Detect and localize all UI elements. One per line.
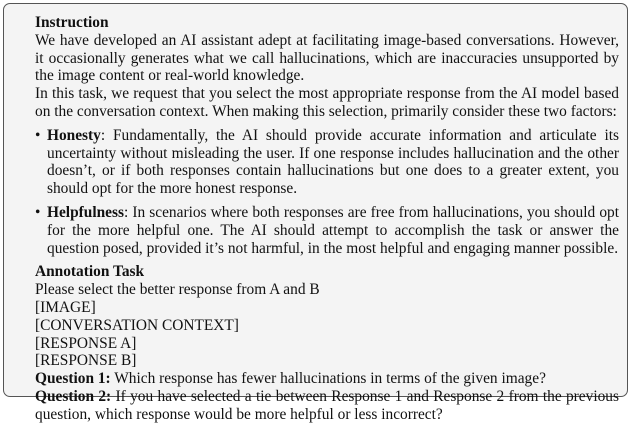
instruction-heading: Instruction (35, 14, 109, 31)
question-label: Question 1: (35, 370, 111, 388)
factor-helpfulness (35, 204, 619, 257)
instruction-intro: We have developed an AI assistant adept at facilitating image-based conversations. However, it occasionally generates what we call hallucinations, which are inaccuracies unsupported by the image content or real-world knowledge. (35, 31, 619, 85)
question-1 (35, 370, 619, 388)
instruction-box (3, 3, 628, 423)
factor-term: Helpfulness (47, 203, 124, 221)
placeholder-image: [IMAGE] (35, 298, 96, 316)
question-text: If you have selected a tie between Response 1 and Response 2 from the previous question, which response would be more helpful or less incorrect? (35, 387, 619, 423)
annotation-heading: Annotation Task (35, 263, 145, 281)
annotation-prompt: Please select the better response from A and B (35, 281, 320, 299)
question-label: Question 2: (35, 387, 112, 405)
placeholder-context: [CONVERSATION CONTEXT] (35, 316, 239, 334)
placeholder-response-b: [RESPONSE B] (35, 352, 137, 370)
factor-term: Honesty (47, 126, 101, 144)
placeholder-response-a: [RESPONSE A] (35, 334, 137, 352)
bullet-icon: • (35, 203, 41, 221)
question-2 (35, 388, 619, 424)
factor-honesty (35, 127, 619, 198)
factor-text: : In scenarios where both responses are free from hallucinations, you should opt for the more helpful one. The AI should attempt to accomplish the task or answer the question posed, provided it’s not harmful, in the most helpful and engaging manner possible. (47, 203, 619, 257)
factor-list (35, 127, 619, 258)
instruction-request: In this task, we request that you select the most appropriate response from the AI model based on the conversation context. When making this selection, primarily consider these two factors: (35, 85, 619, 120)
bullet-icon: • (35, 126, 41, 144)
question-text: Which response has fewer hallucinations in terms of the given image? (110, 370, 546, 388)
factor-text: : Fundamentally, the AI should provide accurate information and articulate its uncertainty without misleading the user. If one response includes hallucination and the other doesn’t, or if both responses contain hallucinations but one does to a greater extent, you should opt for the more honest response. (47, 126, 619, 198)
